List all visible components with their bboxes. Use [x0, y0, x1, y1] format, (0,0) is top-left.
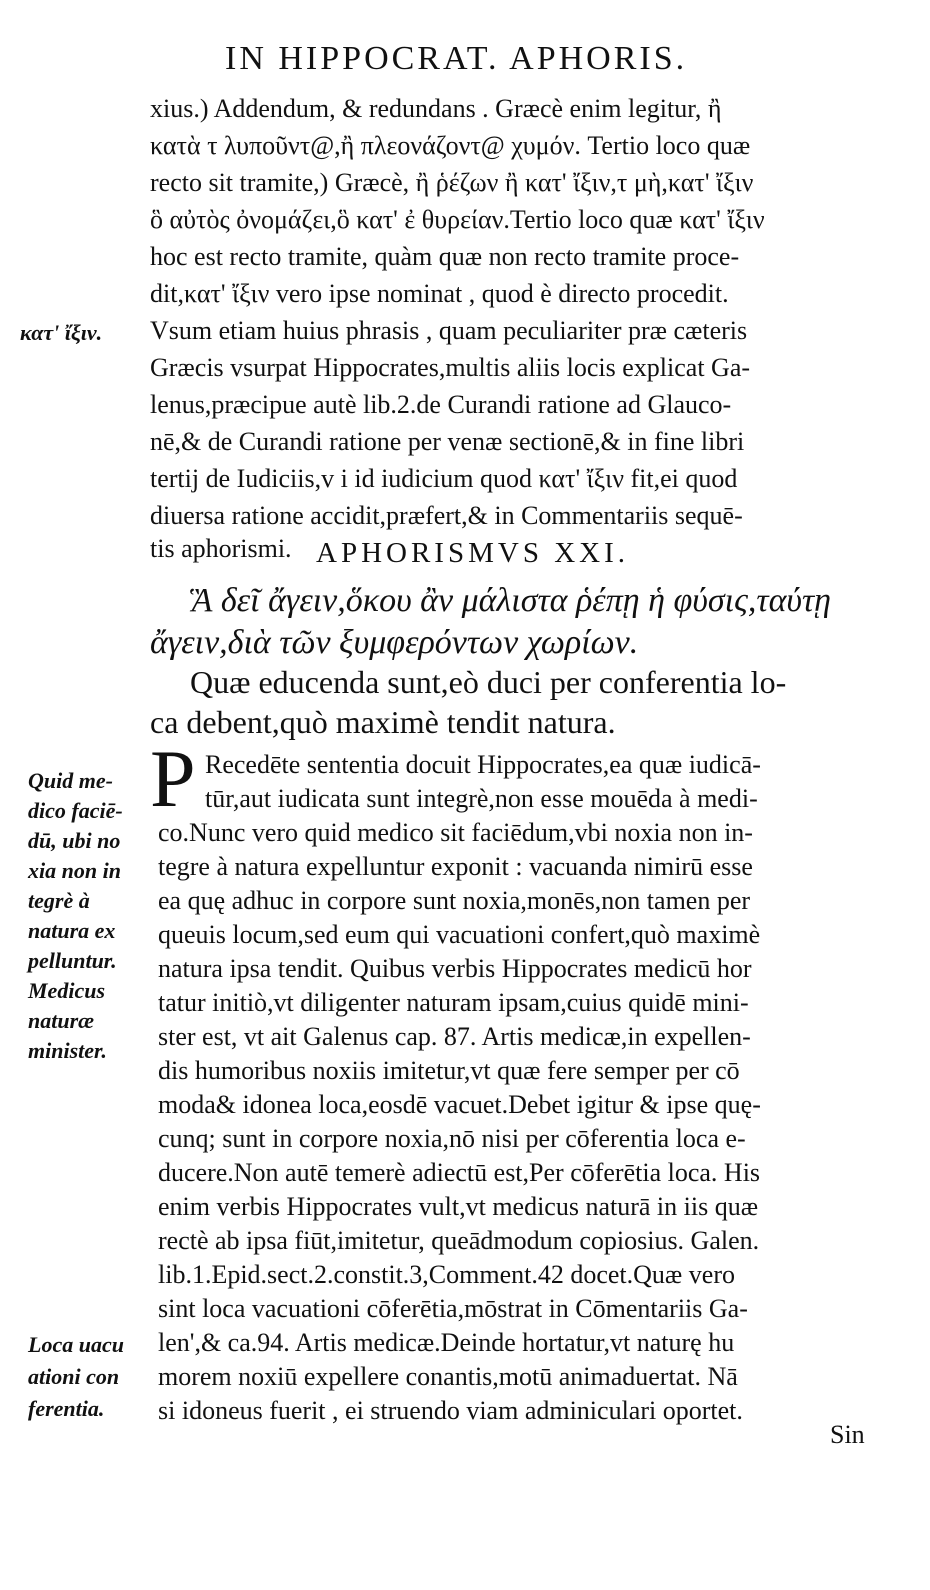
text-line: tis aphorismi.: [150, 534, 292, 563]
margin-note-line: ationi con: [28, 1364, 120, 1389]
text-line: rectè ab ipsa fiūt,imitetur, queādmodum copiosius. Galen.: [158, 1226, 760, 1255]
margin-note-greek: κατ' ἴξιν.: [20, 320, 103, 345]
text-line: κατὰ τ λυποῦντ@,ἢ πλεονάζοντ@ χυμόν. Tertio loco quæ: [150, 131, 751, 160]
margin-note-line: xia non in: [28, 858, 121, 883]
text-line: ea quę adhuc in corpore sunt noxia,monēs,non tamen per: [158, 886, 751, 915]
text-line: len',& ca.94. Artis medicæ.Deinde hortatur,vt naturę hu: [158, 1328, 735, 1357]
text-line: tatur initiò,vt diligenter naturam ipsam,cuius quidē mini-: [158, 988, 749, 1017]
margin-note-line: ferentia.: [28, 1396, 105, 1421]
summary-line: Quæ educenda sunt,eò duci per conferentia lo-: [190, 664, 787, 700]
text-line: Vsum etiam huius phrasis , quam peculiariter præ cæteris: [150, 316, 748, 345]
text-line: nē,& de Curandi ratione per venæ sectionē,& in fine libri: [150, 427, 745, 456]
greek-line: ἄγειν,διὰ τῶν ξυμφερόντων χωρίων.: [150, 624, 639, 661]
text-line: recto sit tramite,) Græcè, ἢ ῥέζων ἢ κατ' ἴξιν,τ μὴ,κατ' ἴξιν: [150, 168, 754, 197]
drop-cap: P: [150, 733, 196, 824]
margin-note-line: dico faciē-: [28, 798, 123, 823]
text-line: lenus,præcipue autè lib.2.de Curandi ratione ad Glauco-: [150, 390, 732, 419]
text-line: hoc est recto tramite, quàm quæ non recto tramite proce-: [150, 242, 740, 271]
text-line: dis humoribus noxiis imitetur,vt quæ fere semper per cō: [158, 1056, 740, 1085]
margin-note-line: naturæ: [28, 1008, 95, 1033]
margin-note-line: dū, ubi no: [28, 828, 121, 853]
text-line: ster est, vt ait Galenus cap. 87. Artis medicæ,in expellen-: [158, 1022, 751, 1051]
text-line: tertij de Iudiciis,v i id iudicium quod κατ' ἴξιν fit,ei quod: [150, 464, 738, 493]
text-line: diuersa ratione accidit,præfert,& in Commentariis sequē-: [150, 501, 743, 530]
catchword: Sin: [830, 1420, 865, 1449]
text-line: tegre à natura expelluntur exponit : vacuanda nimirū esse: [158, 852, 753, 881]
aphorism-heading: APHORISMVS XXI.: [316, 537, 629, 569]
text-line: si idoneus fuerit , ei struendo viam adminiculari oportet.: [158, 1396, 743, 1425]
text-line: cunq; sunt in corpore noxia,nō nisi per cōferentia loca e-: [158, 1124, 746, 1153]
text-line: xius.) Addendum, & redundans . Græcè enim legitur, ἢ: [150, 94, 722, 123]
text-line: enim verbis Hippocrates vult,vt medicus naturā in iis quæ: [158, 1192, 759, 1221]
text-line: Recedēte sententia docuit Hippocrates,ea quæ iudicā-: [205, 750, 761, 779]
text-line: natura ipsa tendit. Quibus verbis Hippocrates medicū hor: [158, 954, 752, 983]
margin-note-line: pelluntur.: [28, 948, 117, 973]
greek-line: Ἃ δεῖ ἄγειν,ὅκου ἂν μάλιστα ῥέπῃ ἡ φύσις,ταύτῃ: [190, 582, 832, 619]
running-header: IN HIPPOCRAT. APHORIS.: [225, 40, 688, 77]
text-line: dit,κατ' ἴξιν vero ipse nominat , quod è directo procedit.: [150, 279, 729, 308]
margin-note-line: tegrè à: [28, 888, 90, 913]
margin-note-line: natura ex: [28, 918, 116, 943]
summary-line: ca debent,quò maximè tendit natura.: [150, 704, 616, 740]
text-line: lib.1.Epid.sect.2.constit.3,Comment.42 docet.Quæ vero: [158, 1260, 735, 1289]
margin-note-line: Loca uacu: [28, 1332, 124, 1357]
text-line: ducere.Non autē temerè adiectū est,Per cōferētia loca. His: [158, 1158, 761, 1187]
text-line: co.Nunc vero quid medico sit faciēdum,vbi noxia non in-: [158, 818, 753, 847]
text-line: Græcis vsurpat Hippocrates,multis aliis locis explicat Ga-: [150, 353, 751, 382]
text-line: ὃ αὐτὸς ὀνομάζει,ὃ κατ' ἐ θυρείαν.Tertio loco quæ κατ' ἴξιν: [150, 205, 765, 234]
margin-note-line: Medicus: [28, 978, 105, 1003]
margin-note-line: minister.: [28, 1038, 107, 1063]
margin-note-line: Quid me-: [28, 768, 113, 793]
text-line: tūr,aut iudicata sunt integrè,non esse mouēda à medi-: [205, 784, 758, 813]
text-line: morem noxiū expellere conantis,motū animaduertat. Nā: [158, 1362, 738, 1391]
text-line: queuis locum,sed eum qui vacuationi confert,quò maximè: [158, 920, 761, 949]
text-line: sint loca vacuationi cōferētia,mōstrat in Cōmentariis Ga-: [158, 1294, 748, 1323]
text-line: moda& idonea loca,eosdē vacuet.Debet igitur & ipse quę-: [158, 1090, 761, 1119]
